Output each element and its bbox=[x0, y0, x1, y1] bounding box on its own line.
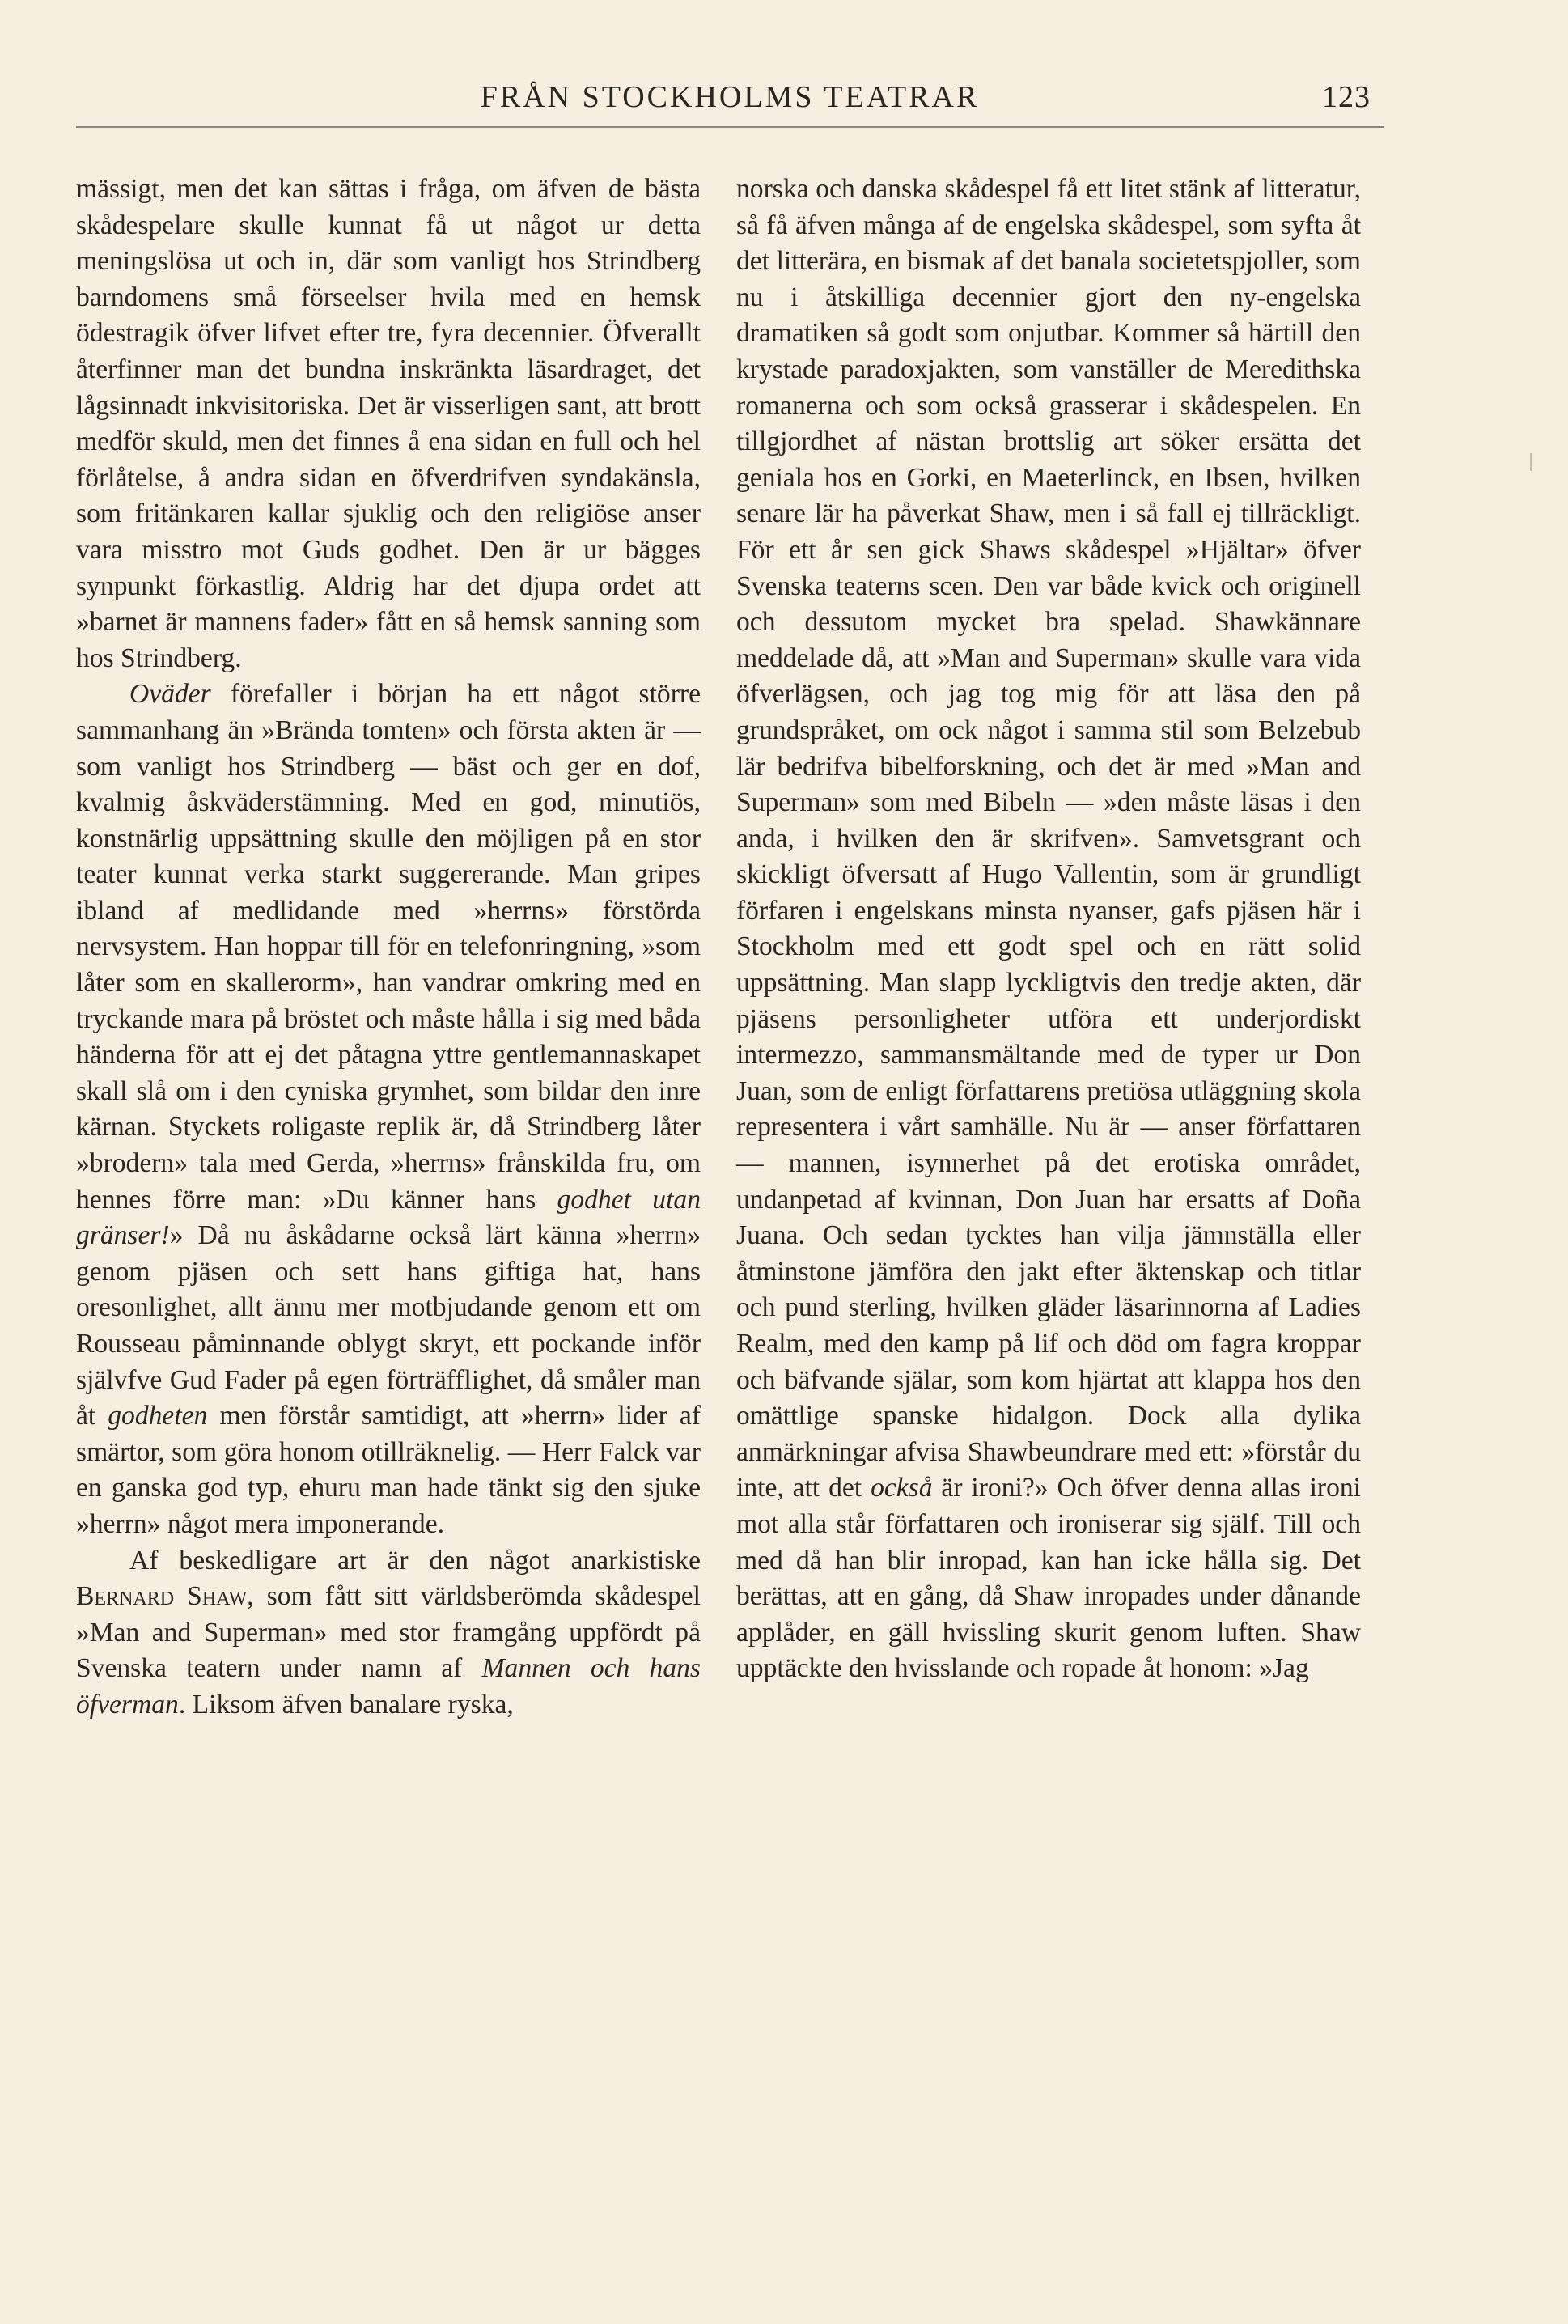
left-p2-text-c: men förstår samtidigt, att »herrn» lider af smärtor, som göra honom otillräknelig. — Herr Falck var en ganska god typ, ehuru man hade tänkt sig den sjuke »herrn» något mera imponerande. bbox=[76, 1401, 701, 1539]
right-p1-text-a: norska och danska skådespel få ett litet stänk af litteratur, så få äfven många af de engelska skådespel, som syfta åt det litterära, en bismak af det banala societetspjoller, som nu i åtskilliga decennier gjort den ny-engelska dramatiken så godt som onjutbar. Kommer så härtill den krystade paradoxjakten, som vanställer de Meredithska romanerna och som också grasserar i skådespelen. En tillgjordhet af nästan brottslig art söker ersätta det geniala hos en Gorki, en Maeterlinck, en Ibsen, hvilken senare lär ha påverkat Shaw, men i så fall ej tillräckligt. För ett år sen gick Shaws skådespel »Hjältar» öfver Svenska teaterns scen. Den var både kvick och originell och dessutom mycket bra spelad. Shawkännare meddelade då, att »Man and Superman» skulle vara vida öfverlägsen, och jag tog mig för att läsa den på grundspråket, om ock något i samma stil som Belzebub lär bedrifva bibelforskning, och det är med »Man and Superman» som med Bibeln — »den måste läsas i den anda, i hvilken den är skrifven». Samvetsgrant och skickligt öfversatt af Hugo Vallentin, som är grundligt förfaren i engelskans minsta nyanser, gafs pjäsen här i Stockholm med ett godt spel och en rätt solid uppsättning. Man slapp lyckligtvis den tredje akten, där pjäsens personligheter utföra ett underjordiskt intermezzo, sammansmältande med de typer ur Don Juan, som de enligt författarens pretiösa utläggning skola representera i vårt samhälle. Nu är — anser författaren — mannen, isynnerhet på det erotiska området, undanpetad af kvinnan, Don Juan har ersatts af Doña Juana. Och sedan tycktes han vilja jämnställa eller åtminstone jämföra den jakt efter äktenskap och titlar och pund sterling, hvilken gläder läsarinnorna af Ladies Realm, med den kamp på lif och död om fagra kroppar och bäfvande själar, som kom hjärtat att klappa hos den omättlige spanske hidalgon. Dock alla dylika anmärkningar afvisa Shawbeundrare med ett: »förstår du inte, att det bbox=[736, 174, 1361, 1503]
quote-godhet: godhet utan gränser! bbox=[76, 1184, 701, 1251]
left-paragraph-2 bbox=[76, 676, 701, 1542]
left-p3-text-a: Af beskedligare art är den något anarkistiske bbox=[129, 1545, 701, 1575]
play-title-mannen: Mannen och hans öfverman bbox=[76, 1653, 701, 1720]
running-title: FRÅN STOCKHOLMS TEATRAR bbox=[480, 80, 980, 114]
right-column bbox=[736, 172, 1361, 1687]
left-p3-text-c: . Liksom äfven banalare ryska, bbox=[178, 1689, 514, 1720]
left-column bbox=[76, 172, 701, 1724]
right-paragraph-1 bbox=[736, 172, 1361, 1687]
left-p1-text: mässigt, men det kan sättas i fråga, om äfven de bästa skådespelare skulle kunnat få ut något ur detta meningslösa ut och in, där som vanligt hos Strindberg barndomens små förseelser hvila med en hemsk ödestragik öfver lifvet efter tre, fyra decennier. Öfverallt återfinner man det bundna inskränkta läsardraget, det lågsinnadt inkvisitoriska. Det är visserligen sant, att brott medför skuld, men det finnes å ena sidan en full och hel förlåtelse, å andra sidan en öfverdrifven syndakänsla, som fritänkaren kallar sjuklig och den religiöse anser vara misstro mot Guds godhet. Den är ur bägges synpunkt förkastlig. Aldrig har det djupa ordet att »barnet är mannens fader» fått en så hemsk sanning som hos Strindberg. bbox=[76, 174, 701, 673]
margin-mark bbox=[1530, 453, 1532, 471]
author-name: Bernard Shaw bbox=[76, 1581, 248, 1612]
play-title-ovader: Oväder bbox=[129, 679, 211, 710]
page-header bbox=[76, 78, 1384, 128]
left-p2-text-a: förefaller i början ha ett något större sammanhang än »Brända tomten» och första akten är — som vanligt hos Strindberg — bäst och ger en dof, kvalmig åskväderstämning. Med en god, minutiös, konstnärlig uppsättning skulle den möjligen på en stor teater kunnat verka starkt suggererande. Man gripes ibland af medlidande med »herrns» förstörda nervsystem. Han hoppar till för en telefonringning, »som låter som en skallerorm», han vandrar omkring med en tryckande mara på bröstet och måste hålla i sig med båda händerna för att ej det påtagna yttre gentlemannaskapet skall slå om i den cyniska grymhet, som bildar den inre kärnan. Styckets roligaste replik är, då Strindberg låter »brodern» tala med Gerda, »herrns» frånskilda fru, om hennes förre man: »Du känner hans bbox=[76, 679, 701, 1215]
left-paragraph-1 bbox=[76, 172, 701, 676]
right-p1-text-b: är ironi?» Och öfver denna allas ironi mot alla står författaren och ironiserar sig själf. Till och med då han blir inropad, kan han icke hålla sig. Det berättas, att en gång, då Shaw inropades under dånande applåder, en gäll hvissling skurit genom luften. Shaw upptäckte den hvisslande och ropade åt honom: »Jag bbox=[736, 1473, 1361, 1684]
left-p3-text-b: , som fått sitt världsberömda skådespel »Man and Superman» med stor framgång uppfördt på Svenska teatern under namn af bbox=[76, 1581, 701, 1684]
left-paragraph-3 bbox=[76, 1543, 701, 1724]
word-godheten: godheten bbox=[108, 1401, 208, 1431]
page-number: 123 bbox=[1322, 80, 1371, 114]
left-p2-text-b: » Då nu åskådarne också lärt känna »herrn» genom pjäsen och sett hans giftiga hat, hans oresonlighet, allt ännu mer motbjudande genom ett om Rousseau påminnande oblygt skryt, ett pockande inför självfve Gud Fader på egen förträfflighet, då småler man åt bbox=[76, 1220, 701, 1431]
word-ocksa: också bbox=[871, 1473, 933, 1503]
